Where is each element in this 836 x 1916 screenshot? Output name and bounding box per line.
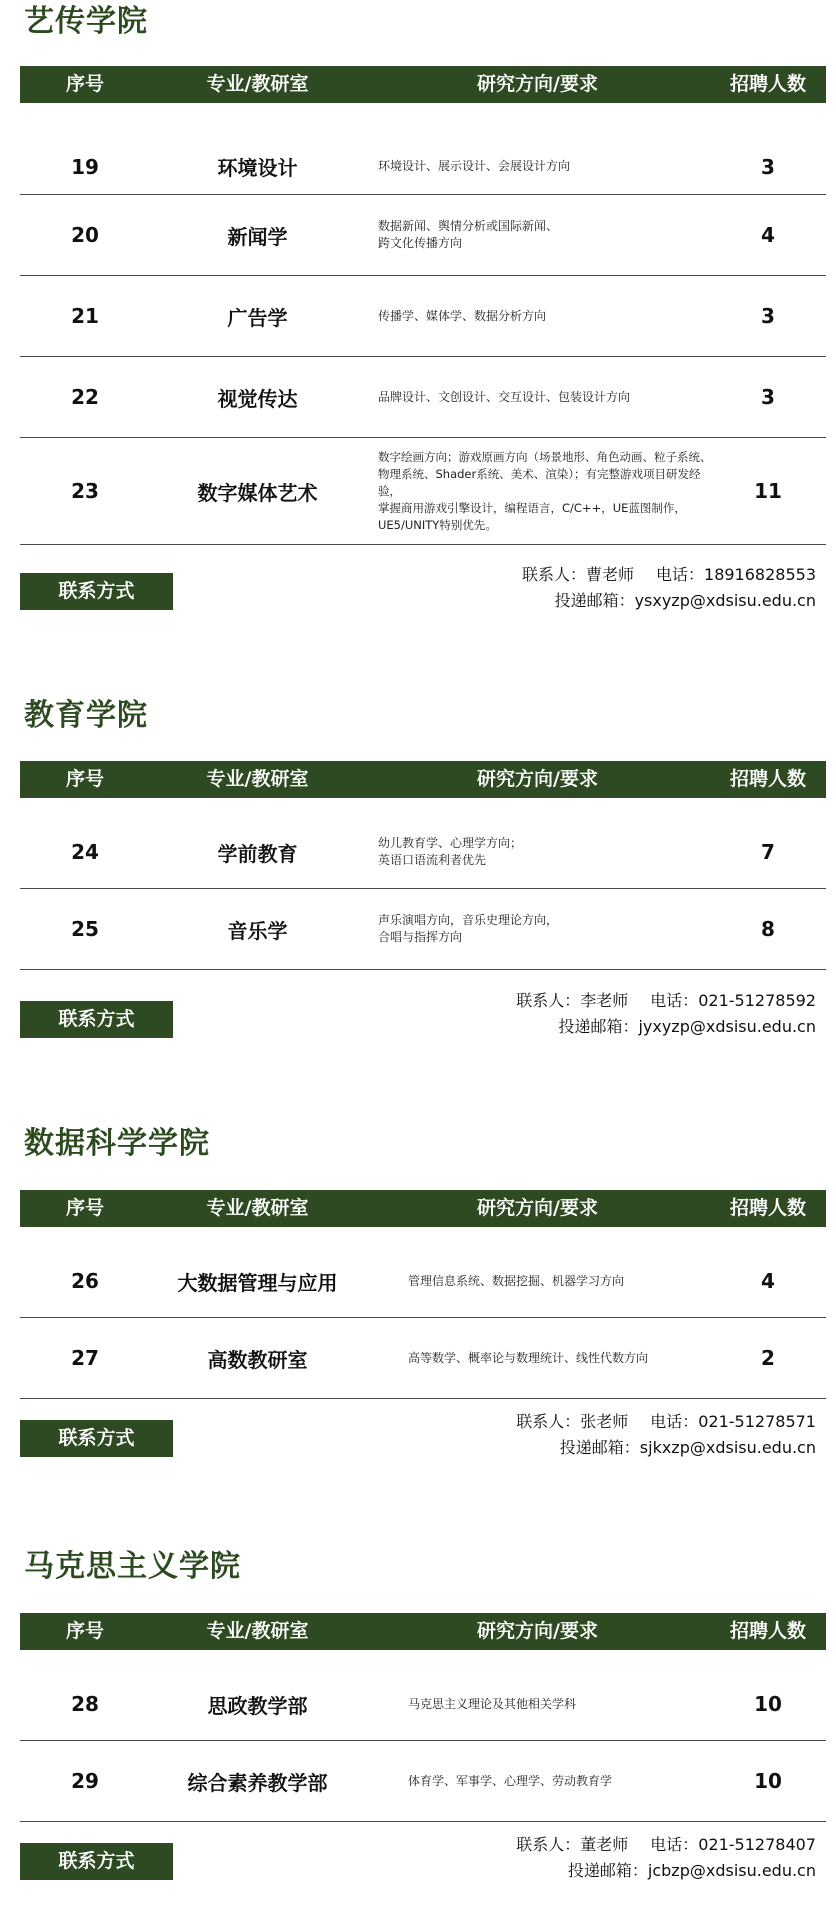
row-major: 综合素养教学部 bbox=[187, 1770, 328, 1795]
row-direction: 品牌设计、文创设计、交互设计、包装设计方向 bbox=[378, 389, 631, 404]
header-major: 专业/教研室 bbox=[206, 73, 309, 95]
row-num: 21 bbox=[71, 304, 99, 328]
header-seq: 序号 bbox=[65, 1620, 104, 1642]
section-education bbox=[20, 696, 826, 1046]
table-row bbox=[20, 357, 826, 438]
row-major: 思政教学部 bbox=[207, 1693, 308, 1718]
contact-info bbox=[516, 1832, 816, 1884]
row-count: 3 bbox=[761, 304, 775, 328]
row-num: 27 bbox=[71, 1346, 99, 1370]
header-count: 招聘人数 bbox=[729, 73, 806, 95]
row-num: 25 bbox=[71, 917, 99, 941]
row-num: 26 bbox=[71, 1269, 99, 1293]
row-num: 28 bbox=[71, 1692, 99, 1716]
header-count: 招聘人数 bbox=[729, 1197, 806, 1219]
row-count: 7 bbox=[761, 840, 775, 864]
header-direction: 研究方向/要求 bbox=[477, 768, 598, 790]
row-direction: 体育学、军事学、心理学、劳动教育学 bbox=[408, 1773, 613, 1788]
table-row bbox=[20, 103, 826, 195]
row-direction: 数据新闻、舆情分析或国际新闻、 跨文化传播方向 bbox=[378, 219, 559, 250]
table-row bbox=[20, 276, 826, 357]
table-row bbox=[20, 1318, 826, 1399]
contact-person: 联系人：董老师 bbox=[516, 1835, 629, 1854]
header-direction: 研究方向/要求 bbox=[477, 73, 598, 95]
contact-phone: 电话：18916828553 bbox=[656, 565, 816, 584]
row-num: 19 bbox=[71, 154, 99, 179]
contact-phone: 电话：021-51278407 bbox=[650, 1835, 816, 1854]
table-header bbox=[20, 66, 826, 103]
contact-person: 联系人：张老师 bbox=[516, 1412, 629, 1431]
table-row bbox=[20, 1227, 826, 1318]
contact-person: 联系人：曹老师 bbox=[522, 565, 635, 584]
row-major: 新闻学 bbox=[227, 224, 288, 249]
section-title: 马克思主义学院 bbox=[24, 1549, 241, 1584]
contact-email[interactable]: 投递邮箱：sjkxzp@xdsisu.edu.cn bbox=[559, 1438, 816, 1457]
row-count: 2 bbox=[761, 1346, 775, 1370]
table-row bbox=[20, 889, 826, 970]
row-count: 10 bbox=[754, 1692, 782, 1716]
row-major: 环境设计 bbox=[217, 156, 298, 180]
row-count: 8 bbox=[761, 917, 775, 941]
row-major: 广告学 bbox=[227, 305, 288, 330]
contact-label: 联系方式 bbox=[20, 1001, 173, 1038]
row-direction: 环境设计、展示设计、会展设计方向 bbox=[378, 159, 571, 173]
header-seq: 序号 bbox=[65, 73, 104, 95]
row-count: 4 bbox=[761, 1269, 775, 1293]
row-count: 11 bbox=[754, 479, 782, 503]
row-major: 高数教研室 bbox=[207, 1347, 308, 1372]
section-title: 数据科学学院 bbox=[24, 1126, 210, 1161]
row-major: 学前教育 bbox=[217, 841, 298, 866]
row-major: 大数据管理与应用 bbox=[177, 1270, 338, 1295]
row-direction: 声乐演唱方向，音乐史理论方向， 合唱与指挥方向 bbox=[378, 913, 559, 944]
contact-label: 联系方式 bbox=[20, 1843, 173, 1880]
contact-email[interactable]: 投递邮箱：ysxyzp@xdsisu.edu.cn bbox=[554, 591, 816, 610]
header-seq: 序号 bbox=[65, 768, 104, 790]
row-num: 24 bbox=[71, 840, 99, 864]
contact-info bbox=[516, 988, 816, 1040]
contact-label: 联系方式 bbox=[20, 573, 173, 610]
contact-info bbox=[516, 1409, 816, 1461]
table-header bbox=[20, 1613, 826, 1650]
row-direction: 数字绘画方向；游戏原画方向（场景地形、角色动画、粒子系统、 物理系统、Shader系统、美术、渲染）；有完整游戏项目研发经验， 掌握商用游戏引擎设计，编程语言，C/C++，UE蓝图制作， UE5/UNITY特别优先。 bbox=[378, 449, 712, 532]
header-direction: 研究方向/要求 bbox=[477, 1197, 598, 1219]
section-title: 教育学院 bbox=[24, 698, 148, 733]
contact-person: 联系人：李老师 bbox=[516, 991, 629, 1010]
row-num: 20 bbox=[71, 223, 99, 247]
row-direction: 幼儿教育学、心理学方向； 英语口语流利者优先 bbox=[378, 836, 523, 867]
header-major: 专业/教研室 bbox=[206, 768, 309, 790]
row-count: 4 bbox=[761, 223, 775, 247]
row-direction: 高等数学、概率论与数理统计、线性代数方向 bbox=[408, 1350, 649, 1365]
contact-info bbox=[522, 562, 816, 614]
header-count: 招聘人数 bbox=[729, 768, 806, 790]
contact-phone: 电话：021-51278571 bbox=[650, 1412, 816, 1431]
row-major: 视觉传达 bbox=[217, 386, 298, 411]
contact-email[interactable]: 投递邮箱：jyxyzp@xdsisu.edu.cn bbox=[558, 1017, 816, 1036]
table-row bbox=[20, 1741, 826, 1822]
table-header bbox=[20, 1190, 826, 1227]
header-major: 专业/教研室 bbox=[206, 1197, 309, 1219]
header-count: 招聘人数 bbox=[729, 1620, 806, 1642]
table-row bbox=[20, 1650, 826, 1741]
table-row bbox=[20, 195, 826, 276]
row-direction: 传播学、媒体学、数据分析方向 bbox=[378, 308, 547, 323]
table-header bbox=[20, 761, 826, 798]
row-count: 3 bbox=[761, 154, 775, 179]
contact-label: 联系方式 bbox=[20, 1420, 173, 1457]
section-title: 艺传学院 bbox=[24, 4, 148, 39]
section-data-science bbox=[20, 1124, 826, 1474]
row-num: 29 bbox=[71, 1769, 99, 1793]
contact-phone: 电话：021-51278592 bbox=[650, 991, 816, 1010]
row-count: 3 bbox=[761, 385, 775, 409]
table-row bbox=[20, 438, 826, 545]
row-num: 22 bbox=[71, 385, 99, 409]
row-direction: 管理信息系统、数据挖掘、机器学习方向 bbox=[408, 1273, 625, 1288]
header-seq: 序号 bbox=[65, 1197, 104, 1219]
section-art-media bbox=[20, 0, 826, 620]
row-major: 音乐学 bbox=[227, 918, 288, 943]
header-major: 专业/教研室 bbox=[206, 1620, 309, 1642]
header-direction: 研究方向/要求 bbox=[477, 1620, 598, 1642]
section-marxism bbox=[20, 1547, 826, 1907]
contact-email[interactable]: 投递邮箱：jcbzp@xdsisu.edu.cn bbox=[567, 1861, 816, 1880]
row-major: 数字媒体艺术 bbox=[197, 480, 318, 505]
row-direction: 马克思主义理论及其他相关学科 bbox=[408, 1696, 577, 1711]
row-count: 10 bbox=[754, 1769, 782, 1793]
table-row bbox=[20, 798, 826, 889]
row-num: 23 bbox=[71, 479, 99, 503]
